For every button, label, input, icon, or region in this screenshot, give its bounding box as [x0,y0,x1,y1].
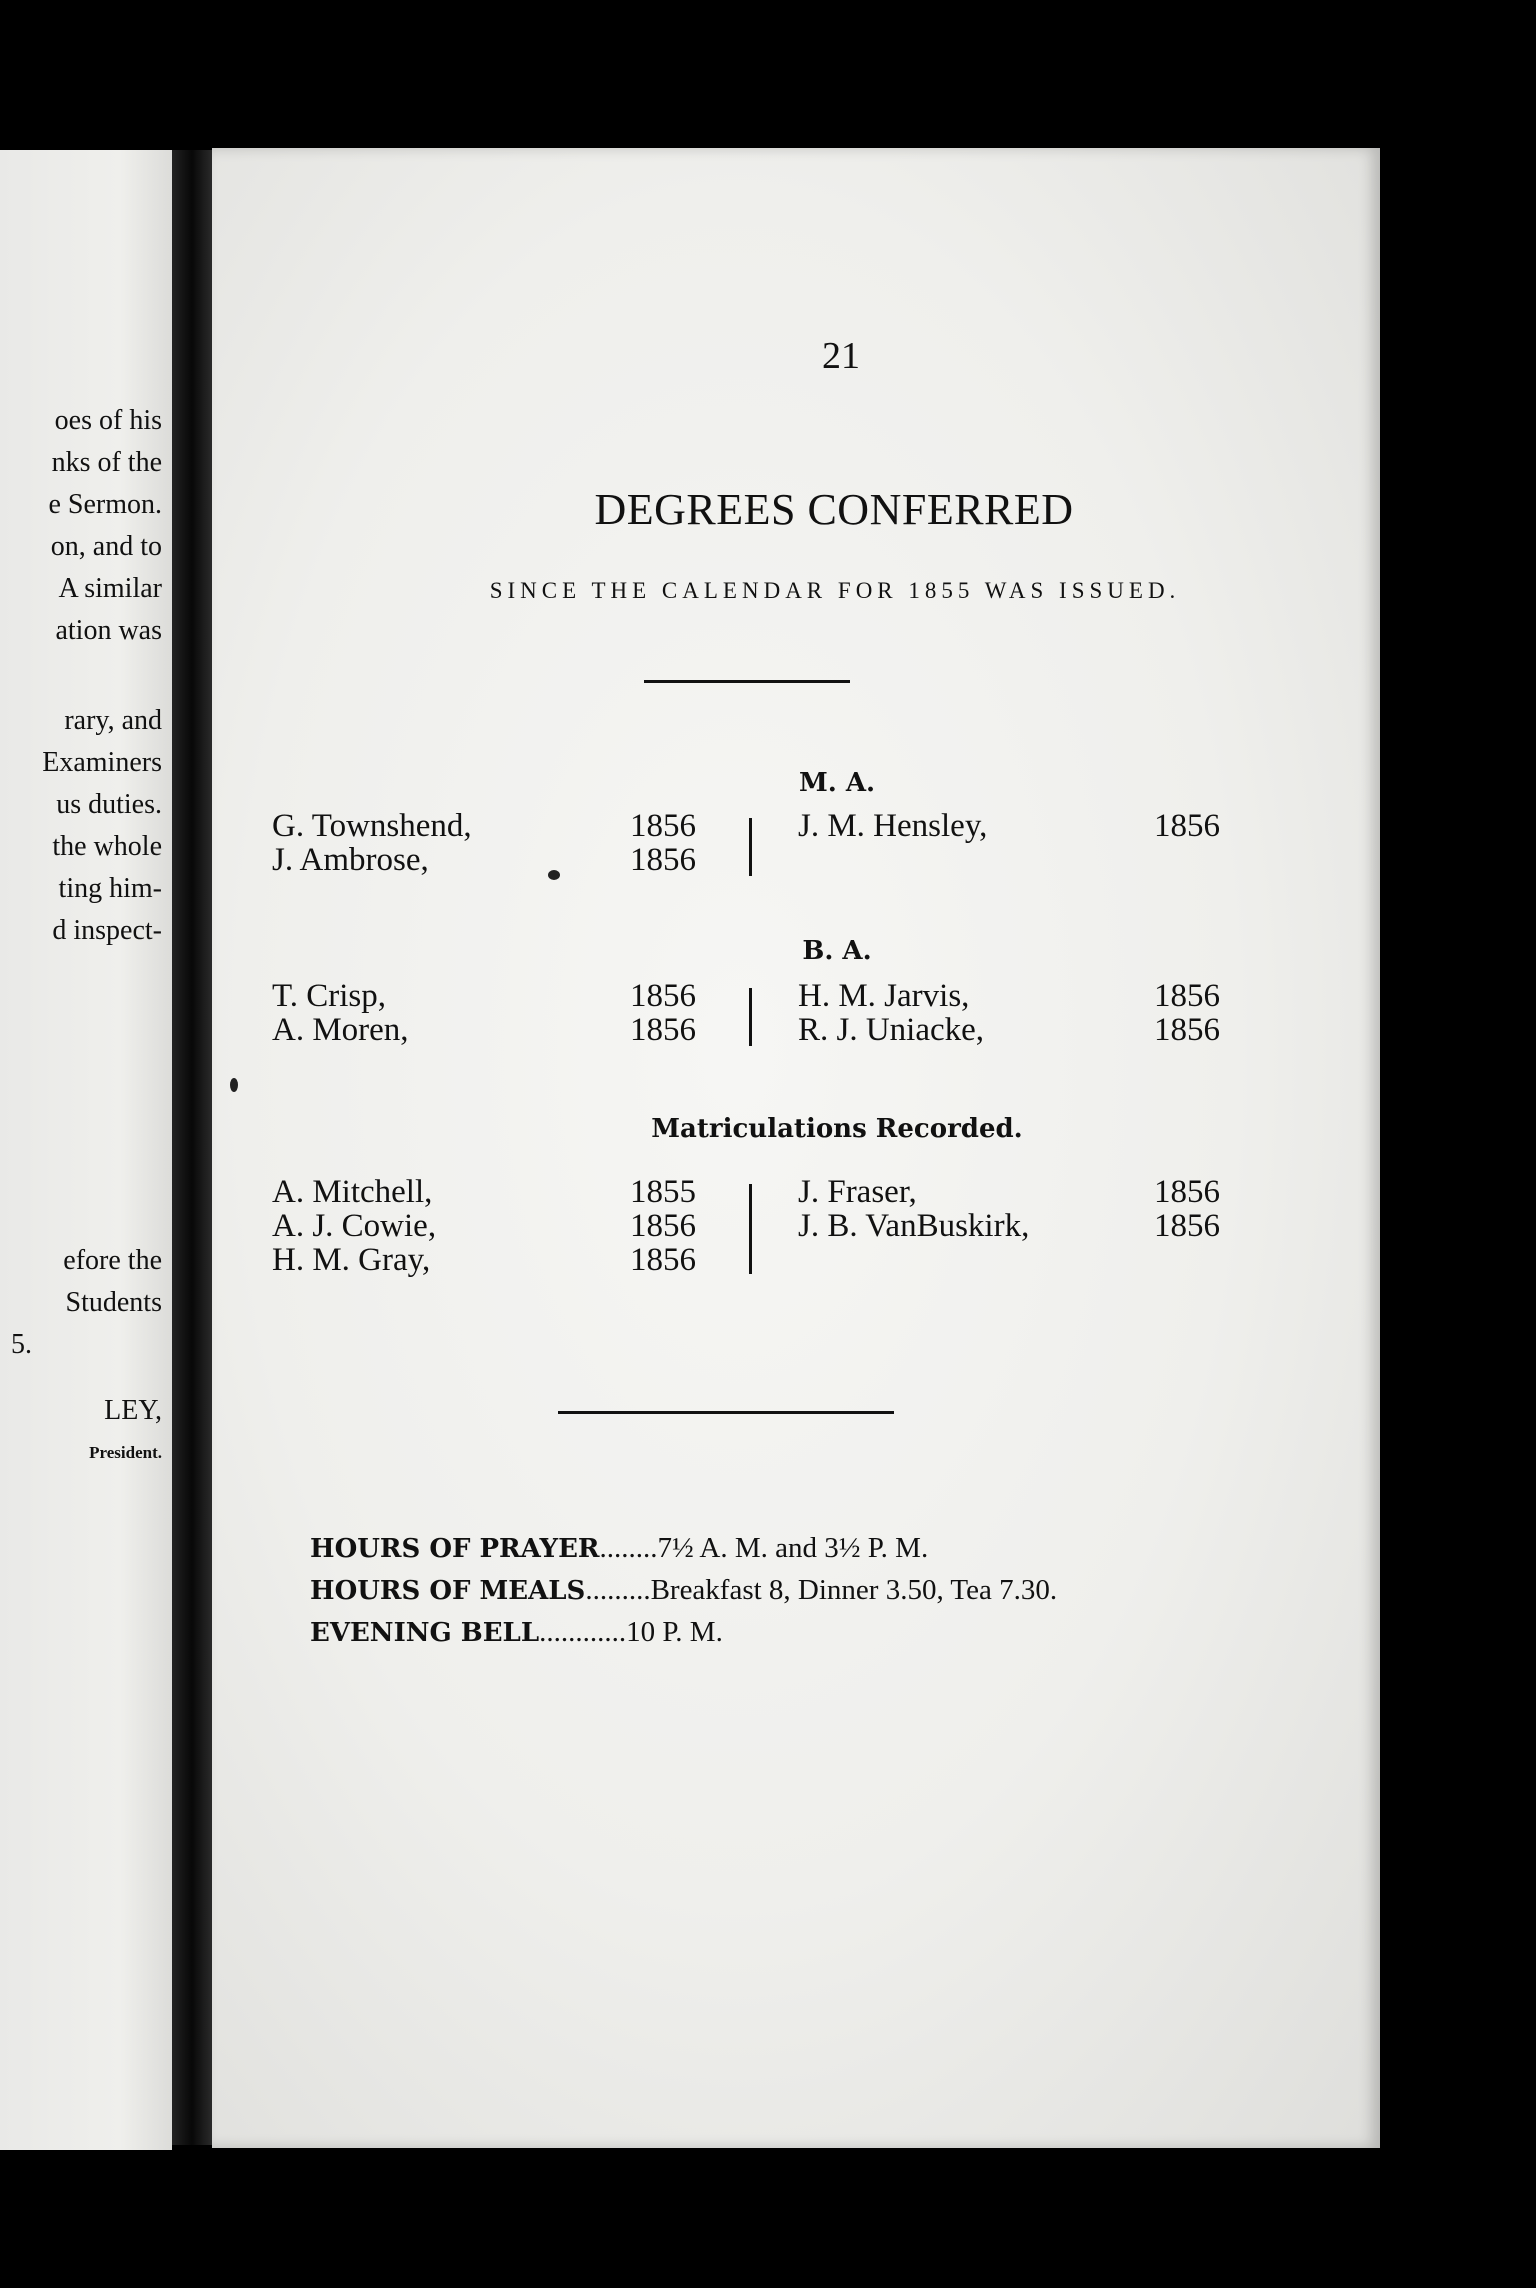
left-page-text: on, and to [50,531,162,562]
graduate-year: 1856 [1154,1012,1220,1048]
left-page-text: Examiners [42,747,162,778]
graduate-year: 1856 [1154,808,1220,844]
matriculant-name: J. B. VanBuskirk, [798,1208,1030,1244]
ink-speck [230,1078,238,1092]
schedule-label: EVENING BELL [310,1618,540,1648]
left-page-text: the whole [52,831,162,862]
matriculant-name: H. M. Gray, [272,1242,431,1278]
matriculant-year: 1856 [630,1242,696,1278]
graduate-name: R. J. Uniacke, [798,1012,985,1048]
matriculant-name: A. J. Cowie, [272,1208,437,1244]
matriculant-name: J. Fraser, [798,1174,917,1210]
divider-rule [644,680,850,683]
divider-rule [558,1411,894,1414]
column-separator [749,988,752,1046]
schedule-value: 7½ A. M. and 3½ P. M. [657,1532,929,1564]
schedule-evening-bell [310,1616,723,1649]
left-page-text: us duties. [56,789,162,820]
left-facing-page [0,150,172,2150]
left-page-text: nks of the [51,447,162,478]
left-page-text: A similar [58,573,162,604]
schedule-value: Breakfast 8, Dinner 3.50, Tea 7.30. [650,1574,1058,1606]
left-page-text: Students [65,1287,162,1318]
left-page-text: e Sermon. [48,489,162,520]
document-page [212,148,1380,2148]
graduate-name: T. Crisp, [272,978,386,1014]
graduate-name: J. M. Hensley, [798,808,988,844]
schedule-meals [310,1574,1057,1607]
matriculant-name: A. Mitchell, [272,1174,433,1210]
page-number: 21 [822,335,860,377]
schedule-value: 10 P. M. [626,1616,723,1648]
left-page-text: efore the [63,1245,162,1276]
book-gutter [172,150,212,2145]
schedule-prayer [310,1532,928,1565]
leader-dots: ............ [539,1616,627,1648]
schedule-label: HOURS OF PRAYER [310,1534,600,1564]
left-page-text: LEY, [104,1395,162,1426]
column-separator [749,1184,752,1274]
matriculant-year: 1855 [630,1174,696,1210]
graduate-year: 1856 [630,978,696,1014]
left-page-text: ation was [55,615,162,646]
matriculant-year: 1856 [1154,1208,1220,1244]
left-page-text: d inspect- [52,915,162,946]
graduate-name: A. Moren, [272,1012,409,1048]
left-page-text: rary, and [64,705,162,736]
graduate-year: 1856 [630,1012,696,1048]
leader-dots: ......... [585,1574,651,1606]
left-page-text: ting him- [58,873,162,904]
graduate-year: 1856 [630,808,696,844]
left-page-text: oes of his [54,405,162,436]
graduate-year: 1856 [1154,978,1220,1014]
graduate-name: H. M. Jarvis, [798,978,970,1014]
column-separator [749,818,752,876]
left-page-text: 5. [11,1329,32,1360]
matriculant-year: 1856 [1154,1174,1220,1210]
graduate-year: 1856 [630,842,696,878]
graduate-name: J. Ambrose, [272,842,429,878]
graduate-name: G. Townshend, [272,808,472,844]
section-heading-matriculations: Matriculations Recorded. [651,1114,1023,1144]
page-title: DEGREES CONFERRED [594,485,1074,534]
leader-dots: ........ [599,1532,658,1564]
left-page-text: President. [89,1443,162,1462]
ink-speck [548,870,560,880]
schedule-label: HOURS OF MEALS [310,1576,586,1606]
matriculant-year: 1856 [630,1208,696,1244]
section-heading-ma: M. A. [798,768,876,798]
section-heading-ba: B. A. [802,936,872,966]
page-subtitle: SINCE THE CALENDAR FOR 1855 WAS ISSUED. [489,578,1181,603]
